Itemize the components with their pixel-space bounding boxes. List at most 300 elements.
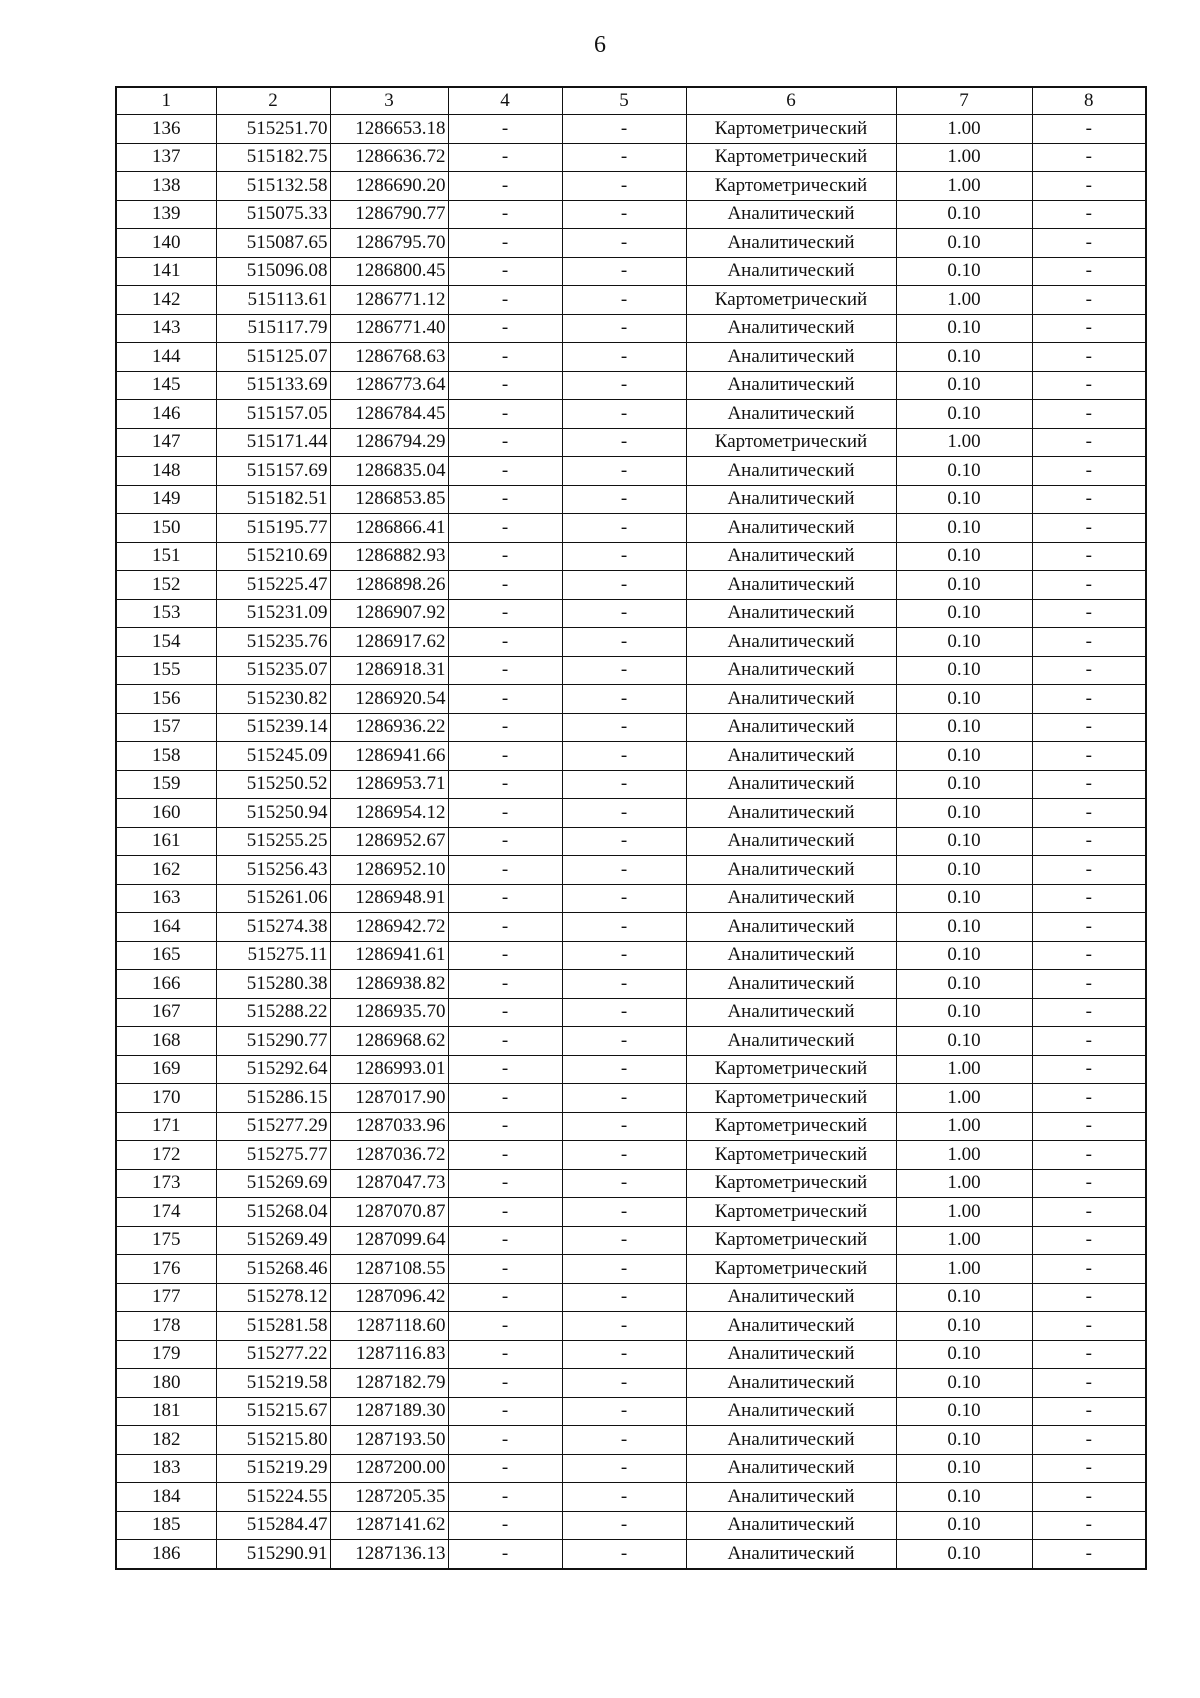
column-4-cell: -: [448, 1055, 562, 1084]
method-cell: Аналитический: [686, 1454, 896, 1483]
column-4-cell: -: [448, 1369, 562, 1398]
table-row: [116, 856, 1146, 885]
column-4-cell: -: [448, 1027, 562, 1056]
column-5-cell: -: [562, 628, 686, 657]
y-coordinate-cell: 1286853.85: [330, 485, 448, 514]
x-coordinate-cell: 515250.94: [216, 799, 330, 828]
table-row: [116, 941, 1146, 970]
column-4-cell: -: [448, 1169, 562, 1198]
x-coordinate-cell: 515269.49: [216, 1226, 330, 1255]
table-row: [116, 628, 1146, 657]
column-4-cell: -: [448, 485, 562, 514]
point-number-cell: 184: [116, 1483, 216, 1512]
point-number-cell: 142: [116, 286, 216, 315]
method-cell: Картометрический: [686, 1169, 896, 1198]
column-8-cell: -: [1032, 314, 1146, 343]
column-4-cell: -: [448, 1255, 562, 1284]
method-cell: Аналитический: [686, 599, 896, 628]
column-8-cell: -: [1032, 1369, 1146, 1398]
accuracy-cell: 0.10: [896, 1283, 1032, 1312]
table-row: [116, 1454, 1146, 1483]
table-row: [116, 1369, 1146, 1398]
column-4-cell: -: [448, 1312, 562, 1341]
point-number-cell: 144: [116, 343, 216, 372]
column-4-cell: -: [448, 229, 562, 258]
column-5-cell: -: [562, 1055, 686, 1084]
point-number-cell: 169: [116, 1055, 216, 1084]
column-8-cell: -: [1032, 428, 1146, 457]
column-8-cell: -: [1032, 286, 1146, 315]
point-number-cell: 163: [116, 884, 216, 913]
y-coordinate-cell: 1286968.62: [330, 1027, 448, 1056]
column-8-cell: -: [1032, 628, 1146, 657]
y-coordinate-cell: 1286636.72: [330, 143, 448, 172]
column-5-cell: -: [562, 1027, 686, 1056]
column-8-cell: -: [1032, 1169, 1146, 1198]
method-cell: Картометрический: [686, 1226, 896, 1255]
method-cell: Картометрический: [686, 1255, 896, 1284]
x-coordinate-cell: 515261.06: [216, 884, 330, 913]
column-8-cell: -: [1032, 115, 1146, 144]
y-coordinate-cell: 1286771.12: [330, 286, 448, 315]
y-coordinate-cell: 1286993.01: [330, 1055, 448, 1084]
method-cell: Картометрический: [686, 428, 896, 457]
y-coordinate-cell: 1286790.77: [330, 200, 448, 229]
accuracy-cell: 0.10: [896, 656, 1032, 685]
accuracy-cell: 1.00: [896, 172, 1032, 201]
x-coordinate-cell: 515113.61: [216, 286, 330, 315]
column-header: 1: [116, 87, 216, 115]
x-coordinate-cell: 515269.69: [216, 1169, 330, 1198]
column-4-cell: -: [448, 770, 562, 799]
column-5-cell: -: [562, 1454, 686, 1483]
table-row: [116, 1112, 1146, 1141]
column-8-cell: -: [1032, 599, 1146, 628]
x-coordinate-cell: 515275.77: [216, 1141, 330, 1170]
accuracy-cell: 0.10: [896, 514, 1032, 543]
column-8-cell: -: [1032, 1340, 1146, 1369]
column-4-cell: -: [448, 286, 562, 315]
x-coordinate-cell: 515286.15: [216, 1084, 330, 1113]
column-4-cell: -: [448, 200, 562, 229]
x-coordinate-cell: 515288.22: [216, 998, 330, 1027]
method-cell: Аналитический: [686, 884, 896, 913]
y-coordinate-cell: 1287182.79: [330, 1369, 448, 1398]
column-8-cell: -: [1032, 1454, 1146, 1483]
point-number-cell: 136: [116, 115, 216, 144]
point-number-cell: 168: [116, 1027, 216, 1056]
y-coordinate-cell: 1286935.70: [330, 998, 448, 1027]
table-row: [116, 742, 1146, 771]
x-coordinate-cell: 515231.09: [216, 599, 330, 628]
table-row: [116, 1511, 1146, 1540]
column-5-cell: -: [562, 1312, 686, 1341]
y-coordinate-cell: 1286784.45: [330, 400, 448, 429]
column-8-cell: -: [1032, 143, 1146, 172]
point-number-cell: 185: [116, 1511, 216, 1540]
column-4-cell: -: [448, 856, 562, 885]
accuracy-cell: 0.10: [896, 571, 1032, 600]
column-4-cell: -: [448, 314, 562, 343]
accuracy-cell: 0.10: [896, 628, 1032, 657]
column-8-cell: -: [1032, 172, 1146, 201]
table-row: [116, 200, 1146, 229]
x-coordinate-cell: 515290.77: [216, 1027, 330, 1056]
table-row: [116, 1055, 1146, 1084]
x-coordinate-cell: 515132.58: [216, 172, 330, 201]
table-row: [116, 1397, 1146, 1426]
method-cell: Аналитический: [686, 200, 896, 229]
column-4-cell: -: [448, 1340, 562, 1369]
method-cell: Аналитический: [686, 856, 896, 885]
column-5-cell: -: [562, 970, 686, 999]
accuracy-cell: 0.10: [896, 799, 1032, 828]
accuracy-cell: 0.10: [896, 941, 1032, 970]
method-cell: Аналитический: [686, 571, 896, 600]
column-5-cell: -: [562, 143, 686, 172]
table-row: [116, 428, 1146, 457]
x-coordinate-cell: 515235.76: [216, 628, 330, 657]
column-5-cell: -: [562, 1283, 686, 1312]
method-cell: Аналитический: [686, 343, 896, 372]
y-coordinate-cell: 1286917.62: [330, 628, 448, 657]
x-coordinate-cell: 515230.82: [216, 685, 330, 714]
column-8-cell: -: [1032, 827, 1146, 856]
y-coordinate-cell: 1287070.87: [330, 1198, 448, 1227]
column-8-cell: -: [1032, 1226, 1146, 1255]
column-8-cell: -: [1032, 1483, 1146, 1512]
x-coordinate-cell: 515239.14: [216, 713, 330, 742]
method-cell: Аналитический: [686, 799, 896, 828]
y-coordinate-cell: 1287096.42: [330, 1283, 448, 1312]
y-coordinate-cell: 1286866.41: [330, 514, 448, 543]
method-cell: Аналитический: [686, 314, 896, 343]
method-cell: Аналитический: [686, 998, 896, 1027]
y-coordinate-cell: 1286936.22: [330, 713, 448, 742]
accuracy-cell: 0.10: [896, 884, 1032, 913]
point-number-cell: 159: [116, 770, 216, 799]
y-coordinate-cell: 1286768.63: [330, 343, 448, 372]
column-4-cell: -: [448, 143, 562, 172]
header-row: [116, 87, 1146, 115]
table-row: [116, 998, 1146, 1027]
column-5-cell: -: [562, 1255, 686, 1284]
column-4-cell: -: [448, 599, 562, 628]
method-cell: Аналитический: [686, 827, 896, 856]
table-row: [116, 1255, 1146, 1284]
column-4-cell: -: [448, 998, 562, 1027]
column-4-cell: -: [448, 371, 562, 400]
column-4-cell: -: [448, 400, 562, 429]
column-5-cell: -: [562, 314, 686, 343]
accuracy-cell: 0.10: [896, 257, 1032, 286]
x-coordinate-cell: 515215.67: [216, 1397, 330, 1426]
column-5-cell: -: [562, 1141, 686, 1170]
method-cell: Аналитический: [686, 770, 896, 799]
table-row: [116, 457, 1146, 486]
x-coordinate-cell: 515290.91: [216, 1540, 330, 1569]
column-4-cell: -: [448, 1454, 562, 1483]
y-coordinate-cell: 1286835.04: [330, 457, 448, 486]
x-coordinate-cell: 515280.38: [216, 970, 330, 999]
column-5-cell: -: [562, 400, 686, 429]
x-coordinate-cell: 515274.38: [216, 913, 330, 942]
column-8-cell: -: [1032, 1540, 1146, 1569]
table-row: [116, 571, 1146, 600]
table-row: [116, 799, 1146, 828]
x-coordinate-cell: 515182.75: [216, 143, 330, 172]
column-4-cell: -: [448, 457, 562, 486]
x-coordinate-cell: 515087.65: [216, 229, 330, 258]
column-5-cell: -: [562, 1198, 686, 1227]
column-5-cell: -: [562, 884, 686, 913]
column-8-cell: -: [1032, 941, 1146, 970]
column-4-cell: -: [448, 913, 562, 942]
method-cell: Картометрический: [686, 172, 896, 201]
column-8-cell: -: [1032, 713, 1146, 742]
column-5-cell: -: [562, 913, 686, 942]
point-number-cell: 149: [116, 485, 216, 514]
y-coordinate-cell: 1286953.71: [330, 770, 448, 799]
accuracy-cell: 0.10: [896, 1540, 1032, 1569]
method-cell: Аналитический: [686, 400, 896, 429]
table-row: [116, 343, 1146, 372]
y-coordinate-cell: 1287205.35: [330, 1483, 448, 1512]
y-coordinate-cell: 1286907.92: [330, 599, 448, 628]
accuracy-cell: 0.10: [896, 599, 1032, 628]
accuracy-cell: 0.10: [896, 1340, 1032, 1369]
column-8-cell: -: [1032, 685, 1146, 714]
accuracy-cell: 0.10: [896, 713, 1032, 742]
accuracy-cell: 1.00: [896, 1226, 1032, 1255]
column-8-cell: -: [1032, 770, 1146, 799]
column-5-cell: -: [562, 229, 686, 258]
point-number-cell: 137: [116, 143, 216, 172]
table-row: [116, 599, 1146, 628]
column-4-cell: -: [448, 628, 562, 657]
table-row: [116, 1141, 1146, 1170]
method-cell: Аналитический: [686, 371, 896, 400]
accuracy-cell: 0.10: [896, 400, 1032, 429]
table-row: [116, 1483, 1146, 1512]
column-5-cell: -: [562, 200, 686, 229]
column-4-cell: -: [448, 428, 562, 457]
x-coordinate-cell: 515182.51: [216, 485, 330, 514]
method-cell: Картометрический: [686, 286, 896, 315]
method-cell: Аналитический: [686, 257, 896, 286]
column-5-cell: -: [562, 827, 686, 856]
accuracy-cell: 0.10: [896, 371, 1032, 400]
method-cell: Аналитический: [686, 941, 896, 970]
point-number-cell: 181: [116, 1397, 216, 1426]
method-cell: Аналитический: [686, 1511, 896, 1540]
accuracy-cell: 0.10: [896, 1397, 1032, 1426]
y-coordinate-cell: 1287036.72: [330, 1141, 448, 1170]
column-8-cell: -: [1032, 1198, 1146, 1227]
point-number-cell: 160: [116, 799, 216, 828]
method-cell: Аналитический: [686, 1027, 896, 1056]
table-row: [116, 257, 1146, 286]
x-coordinate-cell: 515277.22: [216, 1340, 330, 1369]
method-cell: Аналитический: [686, 1283, 896, 1312]
point-number-cell: 153: [116, 599, 216, 628]
column-8-cell: -: [1032, 1426, 1146, 1455]
column-5-cell: -: [562, 1397, 686, 1426]
y-coordinate-cell: 1286941.61: [330, 941, 448, 970]
method-cell: Картометрический: [686, 1055, 896, 1084]
column-4-cell: -: [448, 884, 562, 913]
accuracy-cell: 0.10: [896, 542, 1032, 571]
method-cell: Картометрический: [686, 115, 896, 144]
y-coordinate-cell: 1287033.96: [330, 1112, 448, 1141]
point-number-cell: 182: [116, 1426, 216, 1455]
column-5-cell: -: [562, 1483, 686, 1512]
column-5-cell: -: [562, 542, 686, 571]
x-coordinate-cell: 515268.04: [216, 1198, 330, 1227]
column-5-cell: -: [562, 115, 686, 144]
coordinates-table: [115, 86, 1147, 1570]
column-5-cell: -: [562, 428, 686, 457]
accuracy-cell: 1.00: [896, 428, 1032, 457]
table-row: [116, 1540, 1146, 1569]
column-4-cell: -: [448, 542, 562, 571]
y-coordinate-cell: 1287047.73: [330, 1169, 448, 1198]
method-cell: Аналитический: [686, 656, 896, 685]
column-4-cell: -: [448, 1198, 562, 1227]
x-coordinate-cell: 515171.44: [216, 428, 330, 457]
column-header: 4: [448, 87, 562, 115]
column-4-cell: -: [448, 343, 562, 372]
method-cell: Аналитический: [686, 913, 896, 942]
point-number-cell: 155: [116, 656, 216, 685]
column-8-cell: -: [1032, 514, 1146, 543]
y-coordinate-cell: 1287189.30: [330, 1397, 448, 1426]
column-4-cell: -: [448, 1426, 562, 1455]
point-number-cell: 180: [116, 1369, 216, 1398]
accuracy-cell: 0.10: [896, 1369, 1032, 1398]
x-coordinate-cell: 515133.69: [216, 371, 330, 400]
column-5-cell: -: [562, 286, 686, 315]
method-cell: Картометрический: [686, 1141, 896, 1170]
table-row: [116, 143, 1146, 172]
method-cell: Аналитический: [686, 1426, 896, 1455]
column-5-cell: -: [562, 571, 686, 600]
table-row: [116, 542, 1146, 571]
column-8-cell: -: [1032, 656, 1146, 685]
point-number-cell: 176: [116, 1255, 216, 1284]
method-cell: Картометрический: [686, 1112, 896, 1141]
point-number-cell: 147: [116, 428, 216, 457]
y-coordinate-cell: 1286952.10: [330, 856, 448, 885]
method-cell: Аналитический: [686, 1540, 896, 1569]
column-8-cell: -: [1032, 343, 1146, 372]
column-4-cell: -: [448, 1283, 562, 1312]
accuracy-cell: 1.00: [896, 1198, 1032, 1227]
accuracy-cell: 0.10: [896, 314, 1032, 343]
y-coordinate-cell: 1286771.40: [330, 314, 448, 343]
column-4-cell: -: [448, 713, 562, 742]
point-number-cell: 174: [116, 1198, 216, 1227]
column-4-cell: -: [448, 656, 562, 685]
column-8-cell: -: [1032, 1312, 1146, 1341]
y-coordinate-cell: 1287099.64: [330, 1226, 448, 1255]
column-4-cell: -: [448, 1141, 562, 1170]
method-cell: Аналитический: [686, 742, 896, 771]
column-5-cell: -: [562, 941, 686, 970]
table-row: [116, 1226, 1146, 1255]
column-5-cell: -: [562, 343, 686, 372]
x-coordinate-cell: 515255.25: [216, 827, 330, 856]
y-coordinate-cell: 1287108.55: [330, 1255, 448, 1284]
point-number-cell: 152: [116, 571, 216, 600]
table-row: [116, 685, 1146, 714]
point-number-cell: 186: [116, 1540, 216, 1569]
page-number: 6: [594, 32, 606, 58]
point-number-cell: 161: [116, 827, 216, 856]
table-row: [116, 485, 1146, 514]
column-8-cell: -: [1032, 1283, 1146, 1312]
column-header: 3: [330, 87, 448, 115]
column-header: 2: [216, 87, 330, 115]
column-8-cell: -: [1032, 371, 1146, 400]
point-number-cell: 138: [116, 172, 216, 201]
column-8-cell: -: [1032, 799, 1146, 828]
column-5-cell: -: [562, 742, 686, 771]
x-coordinate-cell: 515250.52: [216, 770, 330, 799]
x-coordinate-cell: 515157.69: [216, 457, 330, 486]
y-coordinate-cell: 1287118.60: [330, 1312, 448, 1341]
column-8-cell: -: [1032, 257, 1146, 286]
point-number-cell: 150: [116, 514, 216, 543]
point-number-cell: 145: [116, 371, 216, 400]
column-8-cell: -: [1032, 856, 1146, 885]
point-number-cell: 156: [116, 685, 216, 714]
accuracy-cell: 0.10: [896, 485, 1032, 514]
column-4-cell: -: [448, 742, 562, 771]
column-5-cell: -: [562, 856, 686, 885]
column-5-cell: -: [562, 514, 686, 543]
point-number-cell: 141: [116, 257, 216, 286]
column-5-cell: -: [562, 656, 686, 685]
accuracy-cell: 1.00: [896, 1084, 1032, 1113]
column-4-cell: -: [448, 1084, 562, 1113]
y-coordinate-cell: 1287017.90: [330, 1084, 448, 1113]
column-5-cell: -: [562, 172, 686, 201]
column-4-cell: -: [448, 970, 562, 999]
point-number-cell: 154: [116, 628, 216, 657]
point-number-cell: 170: [116, 1084, 216, 1113]
column-8-cell: -: [1032, 229, 1146, 258]
x-coordinate-cell: 515157.05: [216, 400, 330, 429]
column-4-cell: -: [448, 799, 562, 828]
accuracy-cell: 0.10: [896, 1426, 1032, 1455]
column-header: 8: [1032, 87, 1146, 115]
method-cell: Аналитический: [686, 1397, 896, 1426]
point-number-cell: 157: [116, 713, 216, 742]
column-4-cell: -: [448, 941, 562, 970]
y-coordinate-cell: 1286898.26: [330, 571, 448, 600]
accuracy-cell: 1.00: [896, 1141, 1032, 1170]
accuracy-cell: 0.10: [896, 827, 1032, 856]
table-row: [116, 229, 1146, 258]
method-cell: Аналитический: [686, 542, 896, 571]
point-number-cell: 166: [116, 970, 216, 999]
point-number-cell: 146: [116, 400, 216, 429]
method-cell: Картометрический: [686, 1084, 896, 1113]
x-coordinate-cell: 515195.77: [216, 514, 330, 543]
y-coordinate-cell: 1286794.29: [330, 428, 448, 457]
table-row: [116, 884, 1146, 913]
